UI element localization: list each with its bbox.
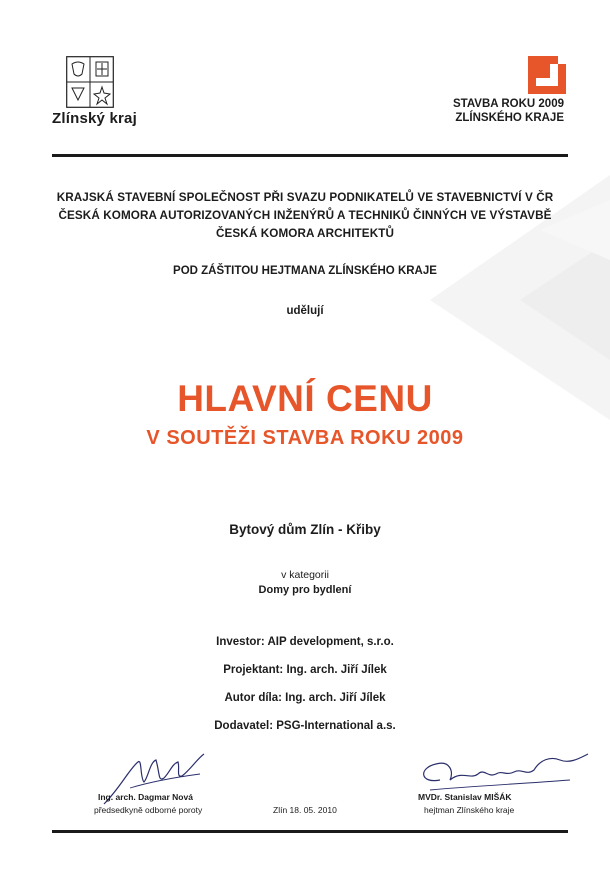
detail-designer: Projektant: Ing. arch. Jiří Jílek <box>223 664 387 676</box>
organizer-line: ČESKÁ KOMORA ARCHITEKTŮ <box>215 227 395 240</box>
award-title: HLAVNÍ CENU <box>177 378 433 419</box>
detail-author: Autor díla: Ing. arch. Jiří Jílek <box>224 692 386 704</box>
patronage: POD ZÁŠTITOU HEJTMANA ZLÍNSKÉHO KRAJE <box>173 265 437 277</box>
event-title-line2: ZLÍNSKÉHO KRAJE <box>455 112 564 124</box>
award-verb: udělují <box>286 305 324 317</box>
region-name: Zlínský kraj <box>52 110 137 127</box>
right-signatory-name: MVDr. Stanislav MIŠÁK <box>418 792 512 802</box>
issue-date: Zlín 18. 05. 2010 <box>273 805 337 815</box>
category-intro: v kategorii <box>281 569 329 581</box>
right-signatory-role: hejtman Zlínského kraje <box>424 805 515 815</box>
event-title-line1: STAVBA ROKU 2009 <box>453 98 564 110</box>
award-subtitle: V SOUTĚŽI STAVBA ROKU 2009 <box>146 427 464 449</box>
coat-of-arms-icon <box>66 56 114 108</box>
organizer-line: ČESKÁ KOMORA AUTORIZOVANÝCH INŽENÝRŮ A TECHNIKŮ ČINNÝCH VE VÝSTAVBĚ <box>58 209 552 222</box>
left-signatory-name: Ing. arch. Dagmar Nová <box>98 792 193 802</box>
project-name: Bytový dům Zlín - Křiby <box>229 522 381 537</box>
category-name: Domy pro bydlení <box>258 584 352 596</box>
stavba-roku-logo-icon <box>528 56 566 94</box>
footer-divider <box>52 830 568 833</box>
header-divider <box>52 154 568 157</box>
detail-contractor: Dodavatel: PSG-International a.s. <box>214 720 396 732</box>
detail-investor: Investor: AIP development, s.r.o. <box>216 636 394 648</box>
left-signatory-role: předsedkyně odborné poroty <box>94 805 203 815</box>
organizer-line: KRAJSKÁ STAVEBNÍ SPOLEČNOST PŘI SVAZU PODNIKATELŮ VE STAVEBNICTVÍ V ČR <box>56 191 554 204</box>
